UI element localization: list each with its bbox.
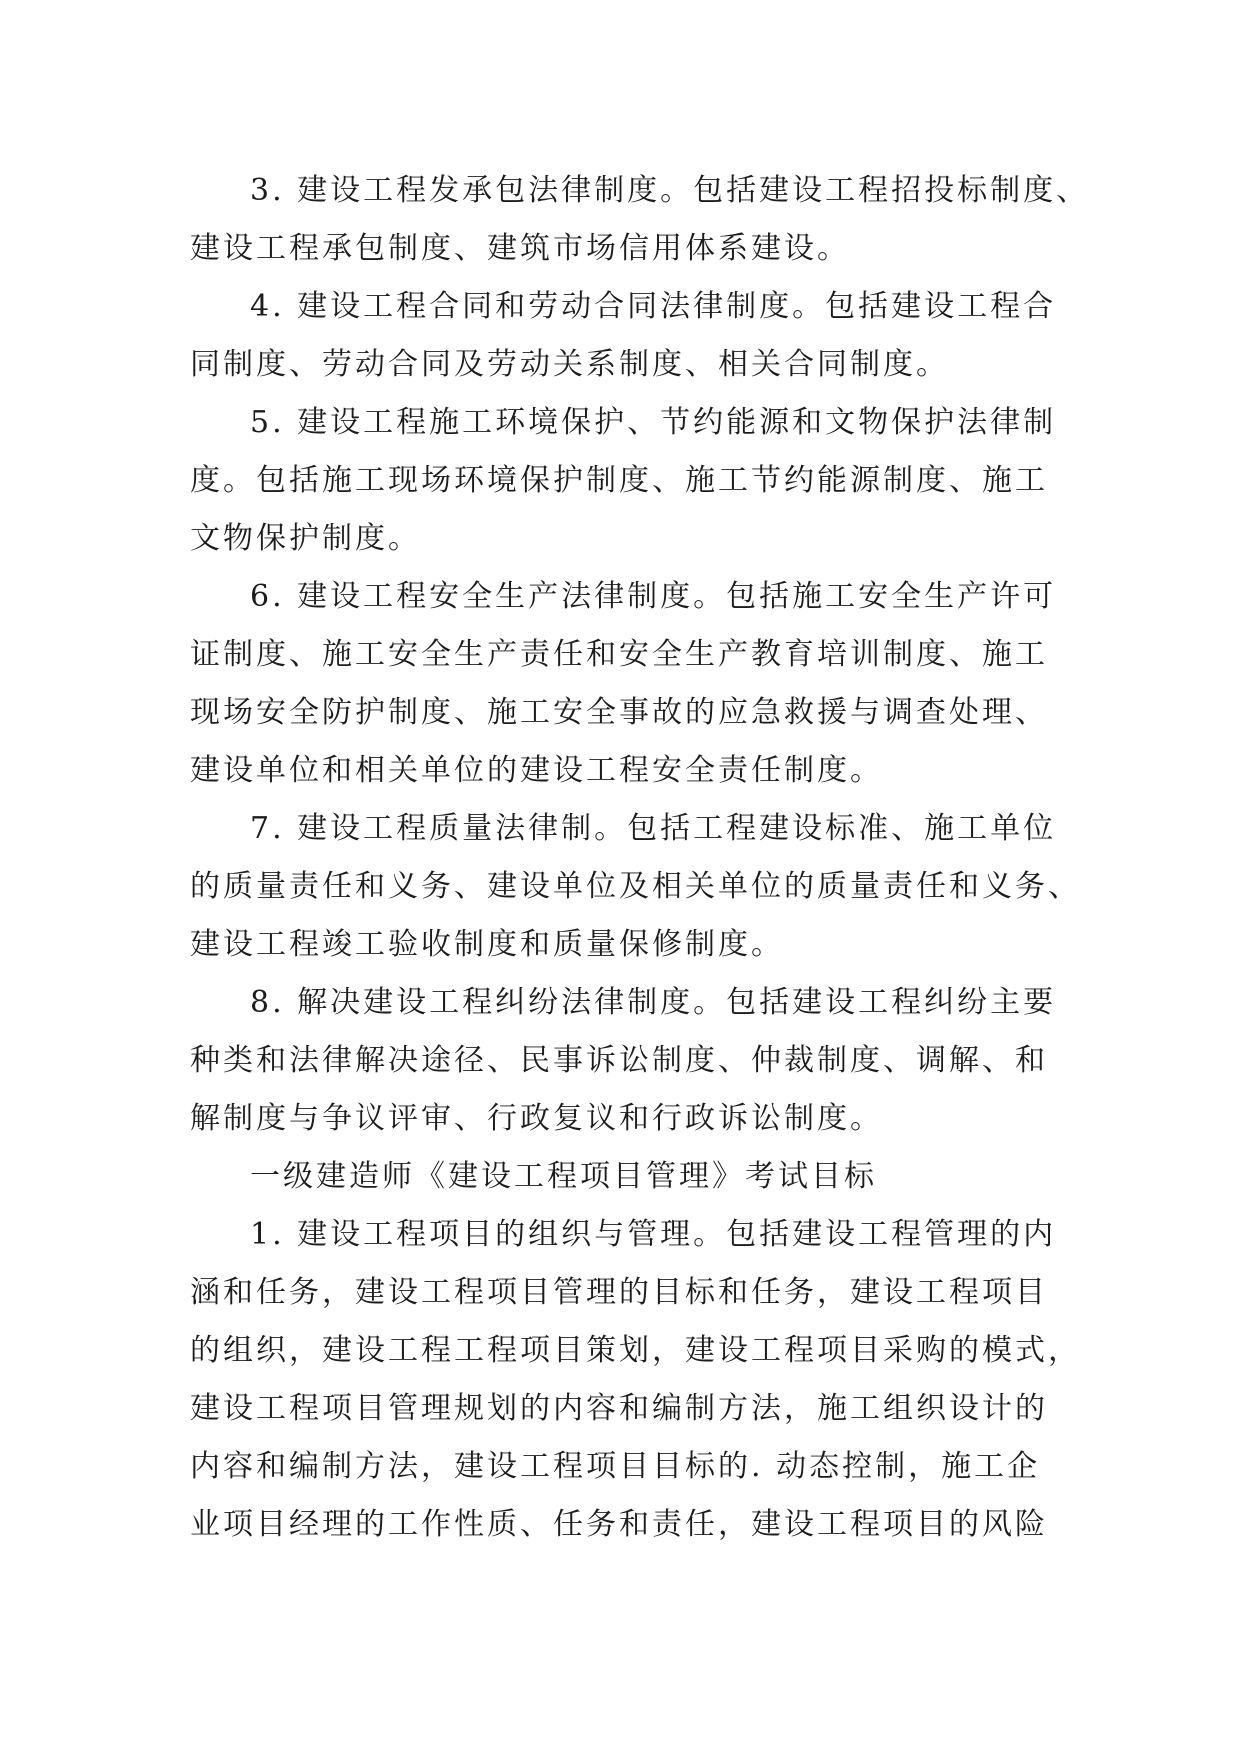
paragraph-line: 文物保护制度。 [190, 521, 421, 556]
paragraph-line: 建设单位和相关单位的建设工程安全责任制度。 [190, 753, 883, 788]
paragraph-line: 6. 建设工程安全生产法律制度。包括施工安全生产许可 [250, 579, 1057, 614]
paragraph-3 [190, 162, 1090, 278]
paragraph-line: 4. 建设工程合同和劳动合同法律制度。包括建设工程合 [250, 289, 1057, 324]
paragraph-line: 同制度、劳动合同及劳动关系制度、相关合同制度。 [190, 347, 949, 382]
section-heading [190, 1148, 1070, 1206]
paragraph-6 [190, 568, 1070, 800]
paragraph-7 [190, 800, 1081, 974]
paragraph-8 [190, 974, 1070, 1148]
paragraph-4 [190, 278, 1070, 394]
paragraph-line: 解制度与争议评审、行政复议和行政诉讼制度。 [190, 1101, 883, 1136]
paragraph-line: 度。包括施工现场环境保护制度、施工节约能源制度、施工 [190, 463, 1048, 498]
paragraph-1 [190, 1206, 1081, 1554]
paragraph-line: 的组织，建设工程工程项目策划，建设工程项目采购的模式， [190, 1333, 1081, 1368]
paragraph-line: 证制度、施工安全生产责任和安全生产教育培训制度、施工 [190, 637, 1048, 672]
paragraph-line: 的质量责任和义务、建设单位及相关单位的质量责任和义务、 [190, 869, 1081, 904]
document-body [190, 162, 1090, 1554]
paragraph-line: 建设工程竣工验收制度和质量保修制度。 [190, 927, 784, 962]
heading-line: 一级建造师《建设工程项目管理》考试目标 [250, 1159, 877, 1194]
paragraph-line: 建设工程项目管理规划的内容和编制方法，施工组织设计的 [190, 1391, 1048, 1426]
paragraph-line: 涵和任务，建设工程项目管理的目标和任务，建设工程项目 [190, 1275, 1048, 1310]
paragraph-5 [190, 394, 1070, 568]
paragraph-line: 5. 建设工程施工环境保护、节约能源和文物保护法律制 [250, 405, 1057, 440]
paragraph-line: 现场安全防护制度、施工安全事故的应急救援与调查处理、 [190, 695, 1048, 730]
paragraph-line: 内容和编制方法，建设工程项目目标的. 动态控制，施工企 [190, 1449, 1041, 1484]
paragraph-line: 3. 建设工程发承包法律制度。包括建设工程招投标制度、 [250, 173, 1090, 208]
paragraph-line: 建设工程承包制度、建筑市场信用体系建设。 [190, 231, 850, 266]
paragraph-line: 种类和法律解决途径、民事诉讼制度、仲裁制度、调解、和 [190, 1043, 1048, 1078]
paragraph-line: 8. 解决建设工程纠纷法律制度。包括建设工程纠纷主要 [250, 985, 1057, 1020]
paragraph-line: 业项目经理的工作性质、任务和责任，建设工程项目的风险 [190, 1507, 1048, 1542]
paragraph-line: 7. 建设工程质量法律制。包括工程建设标准、施工单位 [250, 811, 1057, 846]
paragraph-line: 1. 建设工程项目的组织与管理。包括建设工程管理的内 [250, 1217, 1057, 1252]
